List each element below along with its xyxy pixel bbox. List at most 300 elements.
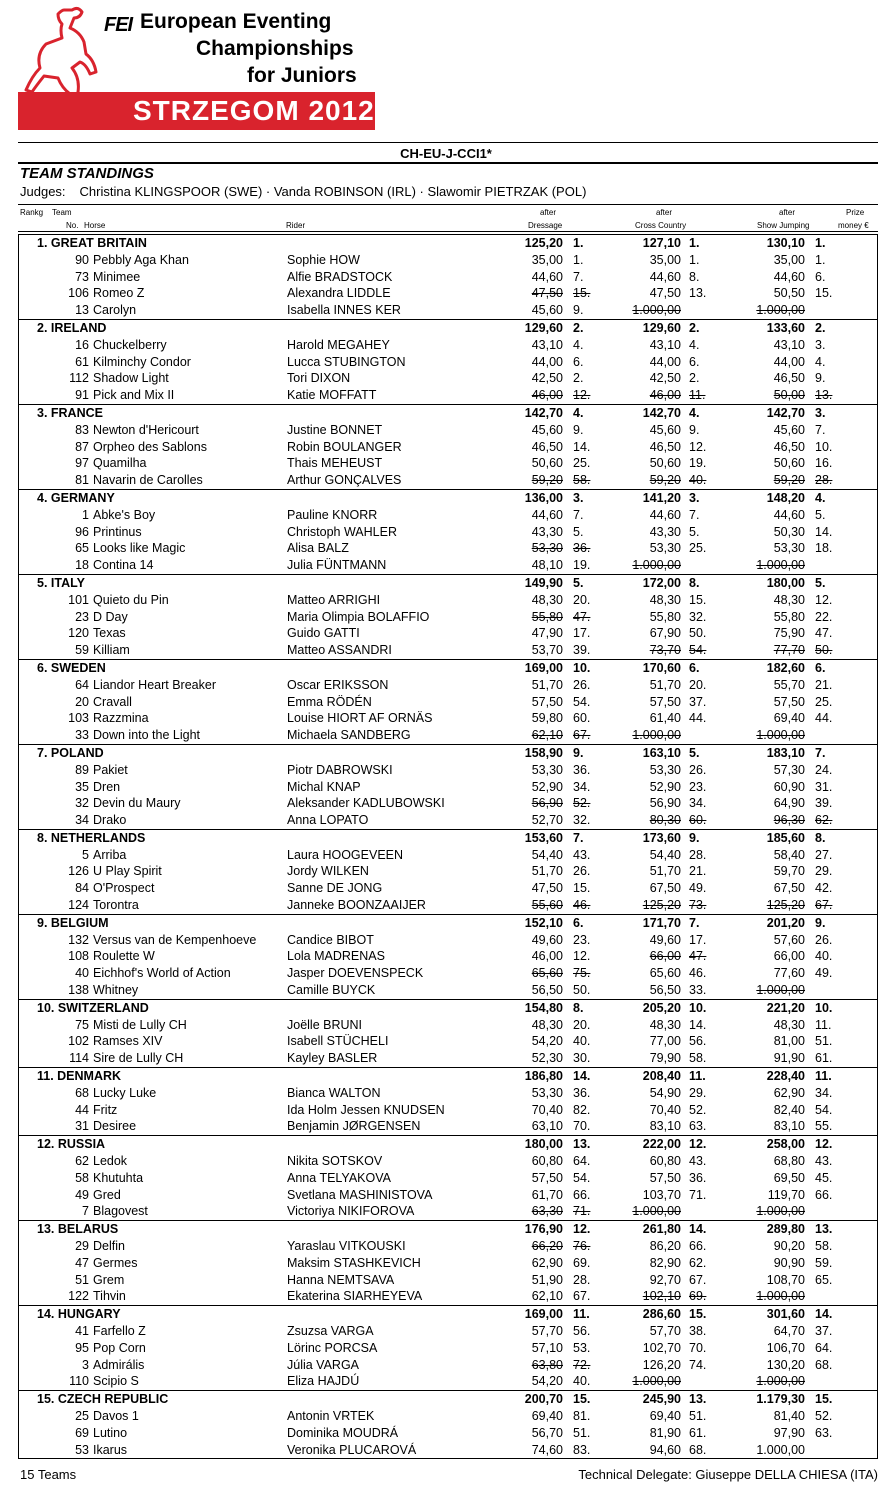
member-row [19, 694, 877, 711]
dressage-score: 52,30 [531, 1051, 563, 1066]
show-jumping-score: 50,60 [773, 456, 805, 471]
cross-country-rank: 68. [689, 1442, 707, 1457]
team-cross-country-score: 142,70 [642, 405, 681, 420]
cross-country-rank: 60. [689, 813, 707, 828]
dressage-score: 47,50 [531, 286, 563, 301]
horse-name: Desiree [93, 1119, 137, 1134]
team-row [19, 660, 877, 677]
show-jumping-rank: 6. [815, 269, 826, 284]
rider-name: Maria Olimpia BOLAFFIO [287, 609, 430, 624]
show-jumping-score: 108,70 [766, 1272, 805, 1287]
dressage-score: 56,90 [531, 796, 563, 811]
rider-name: Alfie BRADSTOCK [287, 269, 393, 284]
team-row [19, 405, 877, 422]
dressage-score: 52,90 [531, 779, 563, 794]
team-row [19, 490, 877, 507]
dressage-rank: 36. [573, 762, 591, 777]
show-jumping-score: 69,40 [773, 711, 805, 726]
rider-name: Harold MEGAHEY [287, 337, 390, 352]
cross-country-rank: 58. [689, 1051, 707, 1066]
show-jumping-score: 50,30 [773, 524, 805, 539]
cross-country-score: 54,90 [649, 1085, 681, 1100]
cross-country-score: 52,90 [649, 779, 681, 794]
show-jumping-rank: 51. [815, 1034, 833, 1049]
team-cross-country-rank: 8. [689, 575, 700, 590]
dressage-score: 44,60 [531, 269, 563, 284]
team-cross-country-score: 261,80 [642, 1222, 681, 1237]
member-row [19, 370, 877, 387]
horse-name: Arriba [93, 847, 127, 862]
dressage-score: 42,50 [531, 371, 563, 386]
team-show-jumping-score: 142,70 [766, 405, 805, 420]
member-row [19, 1118, 877, 1135]
member-row [19, 252, 877, 269]
show-jumping-score: 44,60 [773, 269, 805, 284]
horse-number: 13 [75, 303, 89, 318]
dressage-rank: 34. [573, 779, 591, 794]
team-block [18, 829, 878, 914]
dressage-rank: 40. [573, 1374, 591, 1389]
show-jumping-score: 68,80 [773, 1154, 805, 1169]
horse-name: Germes [93, 1255, 138, 1270]
show-jumping-score: 43,10 [773, 337, 805, 352]
show-jumping-score: 59,20 [773, 473, 805, 488]
dressage-score: 54,20 [531, 1034, 563, 1049]
dressage-rank: 83. [573, 1442, 591, 1457]
team-dressage-rank: 10. [573, 660, 591, 675]
dressage-rank: 53. [573, 1340, 591, 1355]
show-jumping-rank: 21. [815, 677, 833, 692]
rider-name: Veronika PLUCAROVÁ [287, 1442, 417, 1457]
team-block [18, 234, 878, 319]
dressage-score: 35,00 [531, 252, 563, 267]
show-jumping-score: 50,00 [773, 388, 805, 403]
team-cross-country-rank: 9. [689, 830, 700, 845]
show-jumping-rank: 31. [815, 779, 833, 794]
cross-country-score: 53,30 [649, 762, 681, 777]
cross-country-rank: 63. [689, 1119, 707, 1134]
technical-delegate: Technical Delegate: Giuseppe DELLA CHIESA (ITA) [578, 1467, 878, 1482]
cross-country-score: 54,40 [649, 847, 681, 862]
team-show-jumping-score: 201,20 [766, 915, 805, 930]
show-jumping-score: 130,20 [766, 1357, 805, 1372]
dressage-score: 52,70 [531, 813, 563, 828]
team-dressage-rank: 8. [573, 1000, 584, 1015]
dressage-score: 70,40 [531, 1102, 563, 1117]
dressage-rank: 28. [573, 1272, 591, 1287]
horse-number: 23 [75, 609, 89, 624]
rider-name: Matteo ASSANDRI [287, 643, 392, 658]
horse-name: Lucky Luke [93, 1085, 157, 1100]
team-name: 7. POLAND [37, 745, 104, 760]
horse-number: 31 [75, 1119, 89, 1134]
dressage-score: 56,50 [531, 983, 563, 998]
member-row [19, 812, 877, 829]
dressage-rank: 20. [573, 1017, 591, 1032]
member-row [19, 1408, 877, 1425]
team-show-jumping-score: 148,20 [766, 490, 805, 505]
team-name: 11. DENMARK [37, 1069, 122, 1084]
show-jumping-rank: 15. [815, 286, 833, 301]
member-row [19, 762, 877, 779]
team-cross-country-rank: 14. [689, 1222, 707, 1237]
dressage-rank: 9. [573, 303, 584, 318]
horse-number: 40 [75, 966, 89, 981]
team-cross-country-rank: 7. [689, 915, 700, 930]
show-jumping-score: 96,30 [773, 813, 805, 828]
dressage-score: 51,90 [531, 1272, 563, 1287]
team-dressage-score: 154,80 [524, 1000, 563, 1015]
show-jumping-score: 48,30 [773, 592, 805, 607]
horse-number: 1 [82, 507, 89, 522]
dressage-score: 57,10 [531, 1340, 563, 1355]
col-horse: Horse [84, 221, 106, 230]
dressage-rank: 56. [573, 1324, 591, 1338]
team-name: 10. SWITZERLAND [37, 1000, 149, 1015]
horse-number: 16 [75, 337, 89, 352]
horse-name: Romeo Z [93, 286, 145, 301]
horse-name: Ikarus [93, 1442, 128, 1457]
dressage-rank: 4. [573, 337, 584, 352]
team-row [19, 1391, 877, 1408]
member-row [19, 710, 877, 727]
member-row [19, 1050, 877, 1067]
team-cross-country-score: 163,10 [642, 745, 681, 760]
horse-name: Whitney [93, 983, 139, 998]
team-row [19, 1000, 877, 1017]
member-row [19, 1425, 877, 1442]
cross-country-rank: 36. [689, 1170, 707, 1185]
dressage-rank: 70. [573, 1119, 591, 1134]
dressage-score: 45,60 [531, 303, 563, 318]
show-jumping-rank: 3. [815, 337, 826, 352]
cross-country-score: 44,00 [649, 354, 681, 369]
rider-name: Anna LOPATO [287, 813, 369, 828]
team-show-jumping-rank: 9. [815, 915, 826, 930]
dressage-score: 51,70 [531, 677, 563, 692]
cross-country-score: 81,90 [649, 1425, 681, 1440]
show-jumping-score: 77,60 [773, 966, 805, 981]
dressage-score: 43,10 [531, 337, 563, 352]
rider-name: Svetlana MASHINISTOVA [287, 1187, 433, 1202]
horse-name: Pop Corn [93, 1340, 146, 1355]
show-jumping-rank: 10. [815, 439, 833, 454]
col-show-jumping: Show Jumping [757, 221, 810, 230]
dressage-rank: 82. [573, 1102, 591, 1117]
show-jumping-score: 53,30 [773, 541, 805, 556]
show-jumping-rank: 24. [815, 762, 833, 777]
show-jumping-rank: 11. [815, 1017, 832, 1032]
member-row [19, 1373, 877, 1390]
horse-number: 83 [75, 422, 89, 437]
team-name: 15. CZECH REPUBLIC [37, 1392, 169, 1407]
team-name: 1. GREAT BRITAIN [37, 236, 147, 250]
dressage-rank: 81. [573, 1408, 591, 1423]
rider-name: Louise HIORT AF ORNÄS [287, 711, 433, 726]
horse-name: Newton d'Hericourt [93, 422, 199, 437]
dressage-score: 46,00 [531, 949, 563, 964]
horse-number: 114 [69, 1051, 89, 1066]
cross-country-rank: 73. [689, 898, 707, 913]
show-jumping-rank: 42. [815, 881, 833, 896]
show-jumping-score: 1.000,00 [756, 303, 805, 318]
member-row [19, 1238, 877, 1255]
dressage-score: 74,60 [531, 1442, 563, 1457]
horse-number: 68 [75, 1085, 89, 1100]
cross-country-score: 70,40 [649, 1102, 681, 1117]
show-jumping-score: 81,40 [773, 1408, 805, 1423]
rider-name: Dominika MOUDRÁ [287, 1425, 399, 1440]
team-block [18, 1390, 878, 1459]
team-cross-country-rank: 11. [689, 1069, 706, 1084]
team-show-jumping-rank: 2. [815, 320, 826, 335]
team-show-jumping-rank: 13. [815, 1222, 833, 1237]
dressage-score: 46,00 [531, 388, 563, 403]
team-cross-country-rank: 1. [689, 236, 700, 250]
team-name: 3. FRANCE [37, 405, 103, 420]
team-block [18, 404, 878, 489]
horse-number: 25 [75, 1408, 89, 1423]
show-jumping-rank: 40. [815, 949, 833, 964]
team-show-jumping-rank: 10. [815, 1000, 833, 1015]
show-jumping-rank: 18. [815, 541, 833, 556]
dressage-rank: 69. [573, 1255, 591, 1270]
divider [18, 231, 878, 232]
dressage-score: 53,30 [531, 1085, 563, 1100]
cross-country-score: 59,20 [649, 473, 681, 488]
show-jumping-rank: 47. [815, 626, 833, 641]
show-jumping-score: 59,70 [773, 864, 805, 879]
cross-country-rank: 14. [689, 1017, 707, 1032]
cross-country-score: 53,30 [649, 541, 681, 556]
rider-name: Ida Holm Jessen KNUDSEN [287, 1102, 445, 1117]
show-jumping-score: 97,90 [773, 1425, 805, 1440]
member-row [19, 1272, 877, 1289]
judges-label: Judges: [20, 184, 66, 199]
cross-country-score: 35,00 [649, 252, 681, 267]
cross-country-rank: 15. [689, 592, 707, 607]
team-name: 2. IRELAND [37, 320, 107, 335]
horse-number: 138 [68, 983, 89, 998]
dressage-score: 63,30 [531, 1204, 563, 1219]
cross-country-score: 57,50 [649, 694, 681, 709]
rider-name: Alexandra LIDDLE [287, 286, 391, 301]
horse-number: 34 [75, 813, 89, 828]
cross-country-score: 86,20 [649, 1239, 681, 1254]
rider-name: Hanna NEMTSAVA [287, 1272, 395, 1287]
rider-name: Laura HOOGEVEEN [287, 847, 404, 862]
member-row [19, 1323, 877, 1340]
cross-country-score: 47,50 [649, 286, 681, 301]
rider-name: Eliza HAJDÚ [287, 1374, 360, 1389]
team-block [18, 744, 878, 829]
team-cross-country-score: 172,00 [642, 575, 681, 590]
horse-name: Ledok [93, 1154, 128, 1169]
cross-country-score: 57,70 [649, 1324, 681, 1338]
horse-number: 87 [75, 439, 89, 454]
show-jumping-rank: 22. [815, 609, 833, 624]
horse-name: Delfin [93, 1239, 125, 1254]
rider-name: Lola MADRENAS [287, 949, 385, 964]
cross-country-rank: 50. [689, 626, 707, 641]
horse-name: Sire de Lully CH [93, 1051, 184, 1066]
dressage-rank: 60. [573, 711, 591, 726]
dressage-score: 44,00 [531, 354, 563, 369]
show-jumping-rank: 4. [815, 354, 826, 369]
horse-number: 7 [82, 1204, 89, 1219]
member-row [19, 1187, 877, 1204]
member-row [19, 472, 877, 489]
dressage-rank: 51. [573, 1425, 591, 1440]
horse-name: Versus van de Kempenhoeve [93, 932, 257, 947]
cross-country-rank: 9. [689, 422, 700, 437]
show-jumping-rank: 55. [815, 1119, 833, 1134]
rider-name: Yaraslau VITKOUSKI [287, 1239, 406, 1254]
cross-country-rank: 32. [689, 609, 707, 624]
member-row [19, 795, 877, 812]
horse-name: Killiam [93, 643, 130, 658]
cross-country-rank: 56. [689, 1034, 707, 1049]
team-cross-country-score: 222,00 [642, 1137, 681, 1152]
team-show-jumping-rank: 6. [815, 660, 826, 675]
show-jumping-rank: 28. [815, 473, 833, 488]
dressage-rank: 52. [573, 796, 591, 811]
team-block [18, 659, 878, 744]
show-jumping-score: 1.000,00 [756, 728, 805, 743]
horse-number: 106 [68, 286, 89, 301]
rider-name: Michaela SANDBERG [287, 728, 411, 743]
horse-name: Kilminchy Condor [93, 354, 191, 369]
team-show-jumping-rank: 8. [815, 830, 826, 845]
team-cross-country-rank: 13. [689, 1392, 707, 1407]
title-line-1: European Eventing [140, 10, 332, 33]
member-row [19, 507, 877, 524]
show-jumping-rank: 66. [815, 1187, 833, 1202]
cross-country-score: 48,30 [649, 1017, 681, 1032]
dressage-score: 53,70 [531, 643, 563, 658]
team-show-jumping-score: 289,80 [766, 1222, 805, 1237]
team-cross-country-score: 245,90 [642, 1392, 681, 1407]
show-jumping-rank: 59. [815, 1255, 833, 1270]
dressage-rank: 75. [573, 966, 591, 981]
judges-line [20, 184, 586, 199]
cross-country-rank: 1. [689, 252, 700, 267]
horse-name: Cravall [93, 694, 132, 709]
cross-country-rank: 33. [689, 983, 707, 998]
cross-country-rank: 4. [689, 337, 700, 352]
horse-name: Roulette W [93, 949, 155, 964]
cross-country-score: 44,60 [649, 507, 681, 522]
dressage-rank: 19. [573, 558, 591, 573]
team-row [19, 575, 877, 592]
cross-country-rank: 44. [689, 711, 707, 726]
team-block [18, 1220, 878, 1305]
horse-name: Quamilha [93, 456, 147, 471]
team-dressage-rank: 1. [573, 236, 584, 250]
rider-name: Piotr DABROWSKI [287, 762, 393, 777]
cross-country-rank: 43. [689, 1154, 707, 1169]
rider-name: Robin BOULANGER [287, 439, 402, 454]
horse-name: Gred [93, 1187, 121, 1202]
cross-country-score: 103,70 [642, 1187, 681, 1202]
horse-number: 69 [75, 1425, 89, 1440]
cross-country-rank: 20. [689, 677, 707, 692]
member-row [19, 965, 877, 982]
team-block [18, 999, 878, 1067]
team-show-jumping-score: 130,10 [766, 236, 805, 250]
section-title: TEAM STANDINGS [20, 165, 154, 182]
member-row [19, 1288, 877, 1305]
team-dressage-score: 169,00 [524, 1307, 563, 1322]
judges-names: Christina KLINGSPOOR (SWE) · Vanda ROBINSON (IRL) · Slawomir PIETRZAK (POL) [79, 184, 587, 199]
show-jumping-score: 48,30 [773, 1017, 805, 1032]
show-jumping-rank: 52. [815, 1408, 833, 1423]
rider-name: Matteo ARRIGHI [287, 592, 381, 607]
cross-country-rank: 17. [689, 932, 707, 947]
dressage-rank: 76. [573, 1239, 591, 1254]
team-dressage-rank: 11. [573, 1307, 590, 1322]
team-cross-country-rank: 2. [689, 320, 700, 335]
member-row [19, 1033, 877, 1050]
horse-number: 103 [68, 711, 89, 726]
team-dressage-rank: 2. [573, 320, 584, 335]
show-jumping-score: 90,90 [773, 1255, 805, 1270]
team-cross-country-rank: 6. [689, 660, 700, 675]
member-row [19, 897, 877, 914]
team-show-jumping-score: 180,00 [766, 575, 805, 590]
team-cross-country-score: 170,60 [642, 660, 681, 675]
horse-name: Navarin de Carolles [93, 473, 203, 488]
dressage-score: 65,60 [531, 966, 563, 981]
dressage-score: 56,70 [531, 1425, 563, 1440]
team-name: 14. HUNGARY [37, 1307, 121, 1322]
col-team: Team [52, 208, 72, 217]
show-jumping-score: 69,50 [773, 1170, 805, 1185]
member-row [19, 387, 877, 404]
rider-name: Júlia VARGA [287, 1357, 360, 1372]
horse-number: 97 [75, 456, 89, 471]
dressage-rank: 26. [573, 677, 591, 692]
cross-country-rank: 47. [689, 949, 707, 964]
dressage-rank: 7. [573, 507, 584, 522]
cross-country-rank: 52. [689, 1102, 707, 1117]
team-cross-country-rank: 12. [689, 1137, 707, 1152]
horse-number: 65 [75, 541, 89, 556]
col-after-dressage: after [540, 208, 557, 217]
dressage-score: 55,80 [531, 609, 563, 624]
member-row [19, 439, 877, 456]
cross-country-score: 43,10 [649, 337, 681, 352]
horse-name: Blagovest [93, 1204, 148, 1219]
cross-country-score: 43,30 [649, 524, 681, 539]
cross-country-score: 44,60 [649, 269, 681, 284]
show-jumping-rank: 50. [815, 643, 833, 658]
team-cross-country-rank: 10. [689, 1000, 707, 1015]
rider-name: Benjamin JØRGENSEN [287, 1119, 421, 1134]
dressage-rank: 71. [573, 1204, 591, 1219]
show-jumping-score: 90,20 [773, 1239, 805, 1254]
show-jumping-rank: 25. [815, 694, 833, 709]
horse-name: Shadow Light [93, 371, 169, 386]
horse-name: Eichhof's World of Action [93, 966, 231, 981]
member-row [19, 269, 877, 286]
team-show-jumping-score: 221,20 [766, 1000, 805, 1015]
dressage-score: 57,70 [531, 1324, 563, 1338]
horse-number: 96 [75, 524, 89, 539]
dressage-rank: 26. [573, 864, 591, 879]
member-row [19, 1203, 877, 1220]
dressage-rank: 43. [573, 847, 591, 862]
